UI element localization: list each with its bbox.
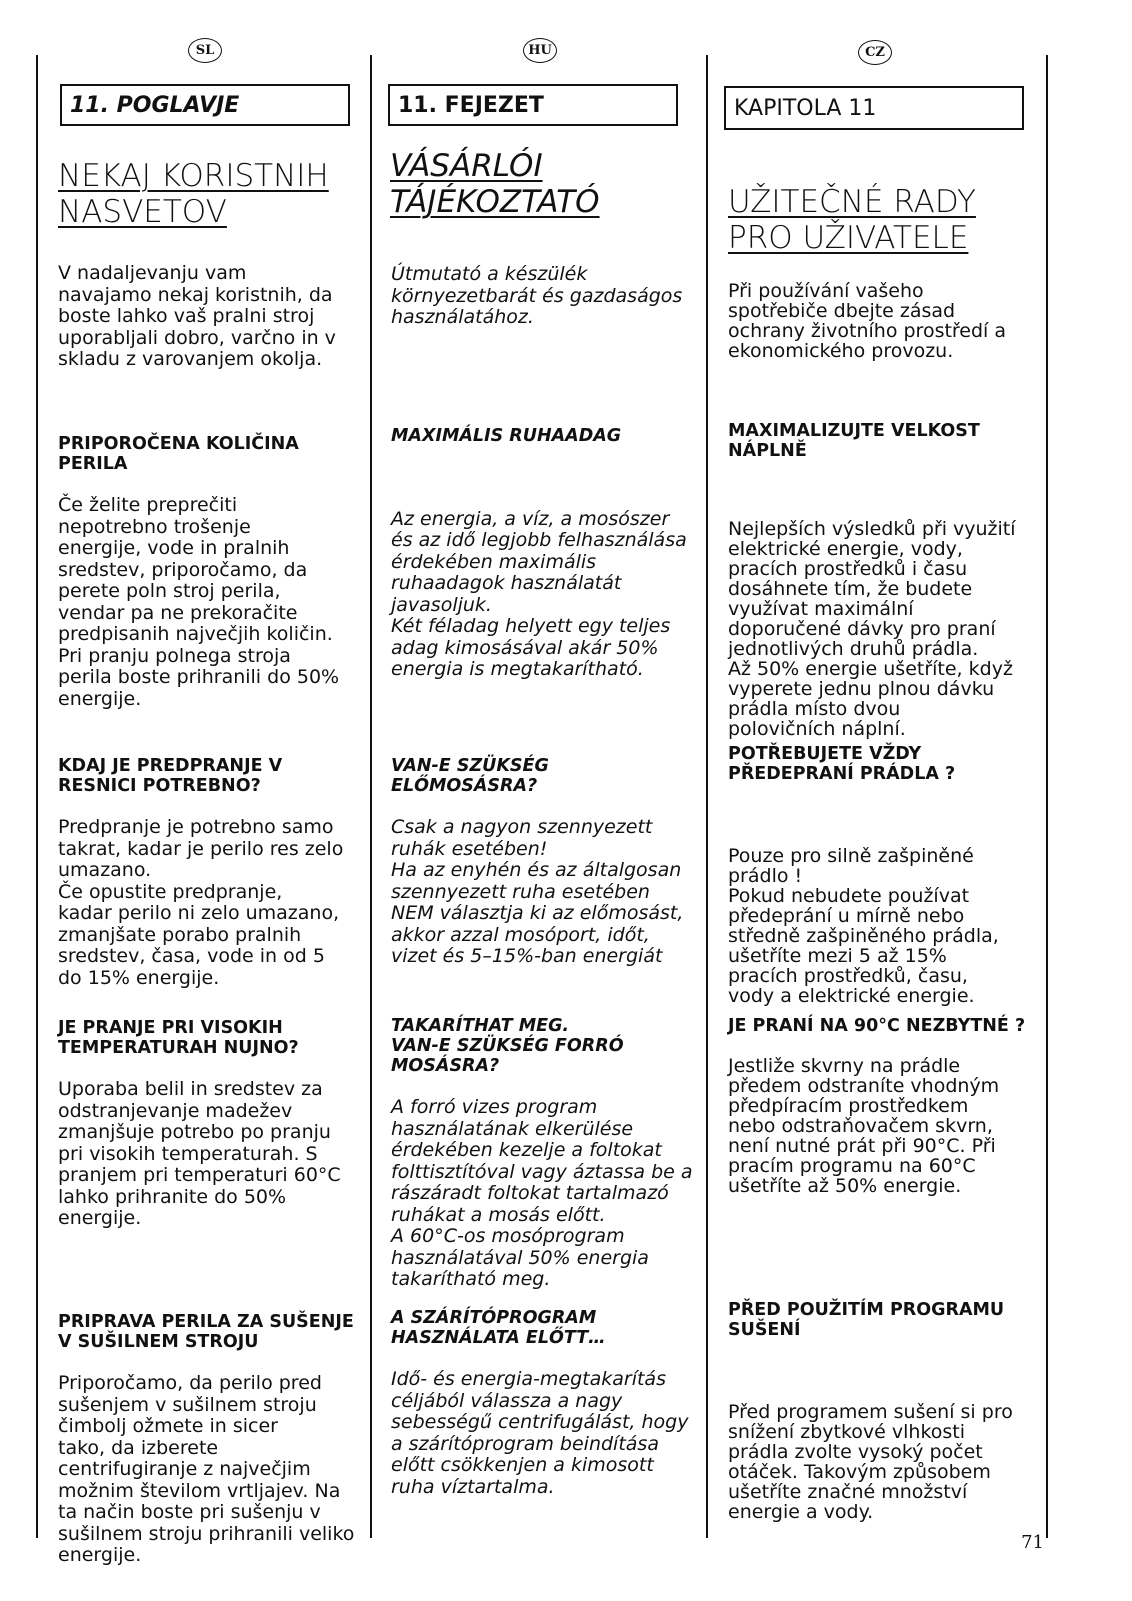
- column-divider-1: [370, 55, 372, 1538]
- intro-text-hu: Útmutató a készülék környezetbarát és gazdaságos használatához.: [391, 263, 683, 328]
- chapter-heading-hu: 11. FEJEZET: [388, 84, 678, 126]
- title-line-2: TÁJÉKOZTATÓ: [390, 184, 600, 220]
- title-line-1: UŽITEČNÉ RADY: [728, 184, 976, 220]
- tip-body: Jestliže skvrny na prádle předem odstraníte vhodným předpíracím prostředkem nebo odstraňovačem skvrn, není nutné prát při 90°C. Při pracím programu na 60°C ušetříte až 50% energie.: [728, 1055, 1000, 1197]
- column-divider-right: [1046, 55, 1048, 1538]
- language-badge-hu: HU: [523, 38, 557, 63]
- tip-4-hu: [391, 1286, 699, 1498]
- tip-3-sl: [58, 996, 366, 1230]
- tip-heading: VAN-E SZÜKSÉG ELŐMOSÁSRA?: [391, 755, 549, 796]
- tip-heading: JE PRANJE PRI VISOKIH TEMPERATURAH NUJNO?: [58, 1017, 299, 1058]
- section-title-sl: [58, 158, 329, 230]
- title-line-1: VÁSÁRLÓI: [390, 148, 543, 184]
- tip-heading: MAXIMÁLIS RUHAADAG: [391, 425, 622, 446]
- tip-heading: PRIPRAVA PERILA ZA SUŠENJE V SUŠILNEM STROJU: [58, 1311, 354, 1352]
- tip-heading: KDAJ JE PREDPRANJE V RESNICI POTREBNO?: [58, 755, 283, 796]
- tip-body: A forró vizes program használatának elkerülése érdekében kezelje a foltokat folttisztítóval vagy áztassa be a rászáradt foltokat tartalmazó ruhákat a mosás előtt. A 60°C-os mosóprogram használatával 50% energia takarítható meg.: [391, 1096, 693, 1290]
- tip-body: Před programem sušení si pro snížení zbytkové vlhkosti prádla zvolte vysoký počet otáček. Takovým způsobem ušetříte značné množství energie a vody.: [728, 1401, 1013, 1523]
- tip-2-cz: [728, 724, 1040, 1006]
- page-number: 71: [1021, 1532, 1044, 1553]
- tip-body: Če želite preprečiti nepotrebno trošenje energije, vode in pralnih sredstev, priporočamo, da perete poln stroj perila, vendar pa ne prekoračite predpisanih največjih količin. Pri pranju polnega stroja perila boste prihranili do 50% energije.: [58, 494, 340, 710]
- tip-body: Uporaba belil in sredstev za odstranjevanje madežev zmanjšuje potrebo po pranju pri visokih temperaturah. S pranjem pri temperaturi 60°C lahko prihranite do 50% energije.: [58, 1078, 341, 1229]
- tip-1-cz: [728, 401, 1040, 739]
- tip-heading: A SZÁRÍTÓPROGRAM HASZNÁLATA ELŐTT…: [391, 1307, 606, 1348]
- tip-2-hu: [391, 734, 699, 968]
- tip-body: Idő- és energia-megtakarítás céljából válassza a nagy sebességű centrifugálást, hogy a szárítóprogram beindítása előtt csökkenjen a kimosott ruha víztartalma.: [391, 1368, 689, 1498]
- title-line-2: NASVETOV: [58, 194, 227, 230]
- language-badge-cz: CZ: [858, 40, 892, 65]
- language-badge-sl: SL: [188, 38, 222, 63]
- tip-body: Predpranje je potrebno samo takrat, kadar je perilo res zelo umazano. Če opustite predpranje, kadar perilo ni zelo umazano, zmanjšate porabo pralnih sredstev, časa, vode in od 5 do 15% energije.: [58, 816, 344, 989]
- tip-heading: PRIPOROČENA KOLIČINA PERILA: [58, 433, 299, 474]
- tip-4-sl: [58, 1290, 366, 1567]
- chapter-heading-sl: 11. POGLAVJE: [60, 84, 350, 126]
- tip-body: Csak a nagyon szennyezett ruhák esetében! Ha az enyhén és az általgosan szennyezett ruha esetében NEM választja ki az előmosást, akkor azzal mosóport, időt, vizet és 5–15%-ban energiát: [391, 816, 684, 967]
- section-title-cz: [728, 184, 976, 256]
- tip-heading: PŘED POUŽITÍM PROGRAMU SUŠENÍ: [728, 1300, 1005, 1340]
- tip-2-sl: [58, 734, 366, 989]
- intro-text-sl: V nadaljevanju vam navajamo nekaj koristnih, da boste lahko vaš pralni stroj uporabljali dobro, varčno in v skladu z varovanjem okolja.: [58, 262, 336, 370]
- title-line-2: PRO UŽIVATELE: [728, 220, 969, 256]
- tip-body: Pouze pro silně zašpiněné prádlo ! Pokud nebudete používat předeprání u mírně nebo středně zašpiněného prádla, ušetříte mezi 5 až 15% pracích prostředků, času, vody a elektrické energie.: [728, 845, 999, 1007]
- tip-heading: MAXIMALIZUJTE VELKOST NÁPLNĚ: [728, 421, 980, 461]
- tip-body: Nejlepších výsledků při využití elektrické energie, vody, pracích prostředků i času dosáhnete tím, že budete využívat maximální doporučené dávky pro praní jednotlivých druhů prádla. Až 50% energie ušetříte, když vyperete jednu plnou dávku prádla místo dvou polovičních náplní.: [728, 518, 1016, 740]
- intro-text-cz: Při používání vašeho spotřebiče dbejte zásad ochrany životního prostředí a ekonomického provozu.: [728, 280, 1007, 362]
- title-line-1: NEKAJ KORISTNIH: [58, 158, 329, 194]
- tip-heading: POTŘEBUJETE VŽDY PŘEDEPRANÍ PRÁDLA ?: [728, 744, 956, 784]
- section-title-hu: [390, 148, 600, 220]
- chapter-heading-cz: KAPITOLA 11: [724, 86, 1024, 130]
- tip-3-hu: [391, 994, 699, 1291]
- tip-1-hu: [391, 404, 699, 681]
- tip-heading: JE PRANÍ NA 90°C NEZBYTNÉ ?: [728, 1016, 1026, 1036]
- tip-3-cz: [728, 996, 1040, 1196]
- tip-1-sl: [58, 412, 366, 710]
- tip-body: Az energia, a víz, a mosószer és az idő legjobb felhasználása érdekében maximális ruhaadagok használatát javasoljuk. Két féladag helyett egy teljes adag kimosásával akár 50% energia is megtakarítható.: [391, 507, 687, 680]
- column-divider-2: [706, 55, 708, 1538]
- tip-body: Priporočamo, da perilo pred sušenjem v sušilnem stroju čimbolj ožmete in sicer tako, da izberete centrifugiranje z največjim možnim številom vrtljajev. Na ta način boste pri sušenju v sušilnem stroju prihranili veliko energije.: [58, 1372, 355, 1566]
- column-divider-left: [36, 55, 38, 1538]
- tip-heading: TAKARÍTHAT MEG. VAN-E SZÜKSÉG FORRÓ MOSÁSRA?: [391, 1015, 624, 1076]
- tip-4-cz: [728, 1280, 1040, 1522]
